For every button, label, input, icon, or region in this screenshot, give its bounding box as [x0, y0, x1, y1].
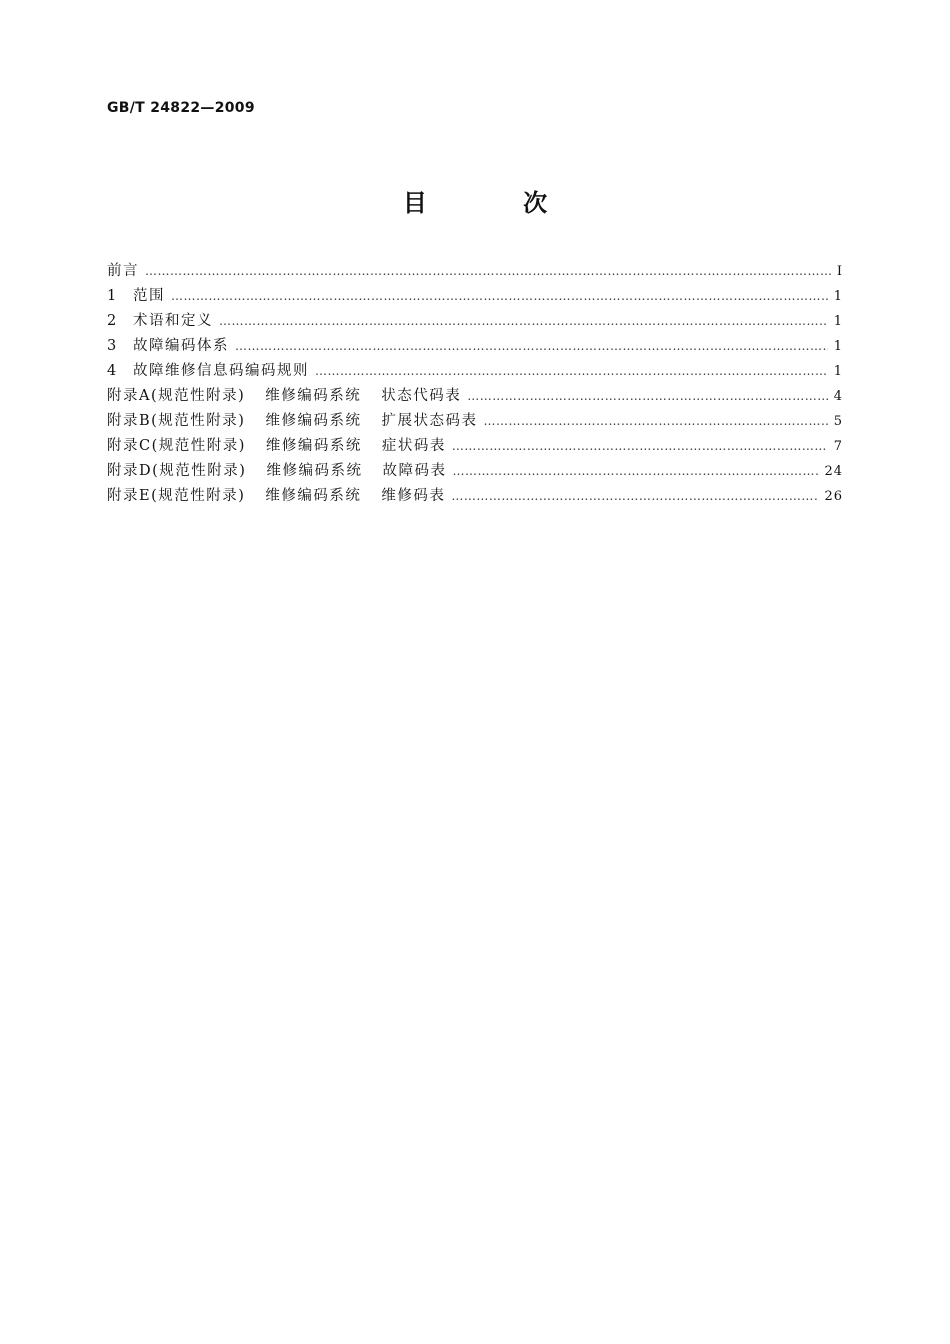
toc-page-number: 5	[833, 414, 843, 429]
toc-section-number: 1	[107, 288, 118, 304]
dot-leader	[483, 409, 827, 434]
toc-entry-fault-coding-system[interactable]	[107, 334, 843, 359]
toc-entry-annex-a[interactable]	[107, 384, 843, 409]
toc-entry-label: 前言	[107, 263, 139, 279]
toc-entry-coding-rules[interactable]	[107, 359, 843, 384]
dot-leader	[452, 434, 828, 459]
toc-entry-label: 3 故障编码体系	[107, 334, 229, 359]
dot-leader	[171, 284, 828, 309]
toc-page-number: Ⅰ	[836, 264, 843, 279]
toc-heading: 目 次	[402, 188, 592, 217]
dot-leader	[145, 259, 831, 284]
toc-entry-foreword[interactable]	[107, 259, 843, 284]
toc-entry-label: 附录B(规范性附录) 维修编码系统 扩展状态码表	[107, 413, 478, 429]
dot-leader	[451, 484, 818, 509]
toc-entry-label: 4 故障维修信息码编码规则	[107, 359, 309, 384]
toc-entry-label: 2 术语和定义	[107, 309, 213, 334]
toc-entry-annex-e[interactable]	[107, 484, 843, 509]
toc-entry-annex-b[interactable]	[107, 409, 843, 434]
dot-leader	[235, 334, 828, 359]
toc-page-number: 1	[833, 314, 843, 329]
toc-page-number: 1	[833, 289, 843, 304]
toc-page-number: 24	[824, 464, 843, 479]
toc-entry-label: 附录D(规范性附录) 维修编码系统 故障码表	[107, 463, 447, 479]
toc-entry-annex-d[interactable]	[107, 459, 843, 484]
toc-page-number: 1	[833, 339, 843, 354]
dot-leader	[219, 309, 828, 334]
toc-page-number: 1	[833, 364, 843, 379]
toc-section-number: 2	[107, 313, 118, 329]
toc-entry-label: 附录E(规范性附录) 维修编码系统 维修码表	[107, 488, 446, 504]
toc-page-number: 26	[824, 489, 843, 504]
dot-leader	[467, 384, 827, 409]
toc-entry-label: 附录C(规范性附录) 维修编码系统 症状码表	[107, 438, 446, 454]
toc-page-number: 4	[833, 389, 843, 404]
toc-page-number: 7	[833, 439, 843, 454]
toc-entry-label: 附录A(规范性附录) 维修编码系统 状态代码表	[107, 388, 462, 404]
toc-entry-label: 1 范围	[107, 284, 165, 309]
dot-leader	[315, 359, 828, 384]
toc-entry-scope[interactable]	[107, 284, 843, 309]
table-of-contents	[107, 259, 843, 509]
dot-leader	[452, 459, 818, 484]
toc-entry-annex-c[interactable]	[107, 434, 843, 459]
toc-section-number: 4	[107, 363, 118, 379]
toc-section-number: 3	[107, 338, 118, 354]
document-standard-number: GB/T 24822—2009	[107, 100, 255, 116]
toc-entry-terms[interactable]	[107, 309, 843, 334]
